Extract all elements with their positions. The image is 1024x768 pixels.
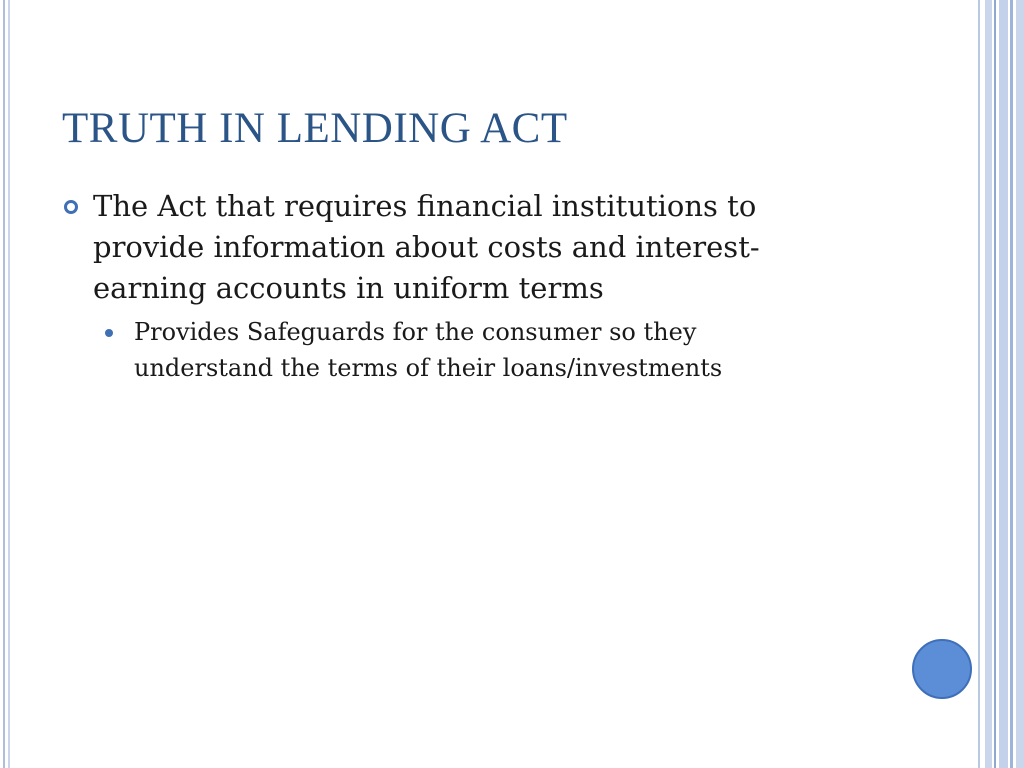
- band-stripe: [999, 0, 1008, 768]
- left-edge-line: [3, 0, 5, 768]
- bullet-text: The Act that requires financial institutions to provide information about costs and interest-earning accounts in uniform terms: [93, 189, 760, 305]
- sub-bullet-item: [93, 314, 842, 386]
- decorative-circle: [912, 639, 972, 699]
- band-stripe: [985, 0, 992, 768]
- left-edge-line: [8, 0, 10, 768]
- band-stripe: [994, 0, 996, 768]
- slide-title: TRUTH IN LENDING ACT: [62, 105, 568, 152]
- sub-bullet-text: Provides Safeguards for the consumer so they understand the terms of their loans/investments: [134, 318, 723, 382]
- dot-bullet-icon: [105, 329, 113, 337]
- ring-bullet-icon: [64, 200, 78, 214]
- sub-bullet-list: [93, 314, 842, 386]
- bullet-item: [62, 186, 842, 386]
- band-stripe: [978, 0, 980, 768]
- band-stripe: [1016, 0, 1024, 768]
- band-stripe: [1010, 0, 1013, 768]
- bullet-list: [62, 186, 842, 386]
